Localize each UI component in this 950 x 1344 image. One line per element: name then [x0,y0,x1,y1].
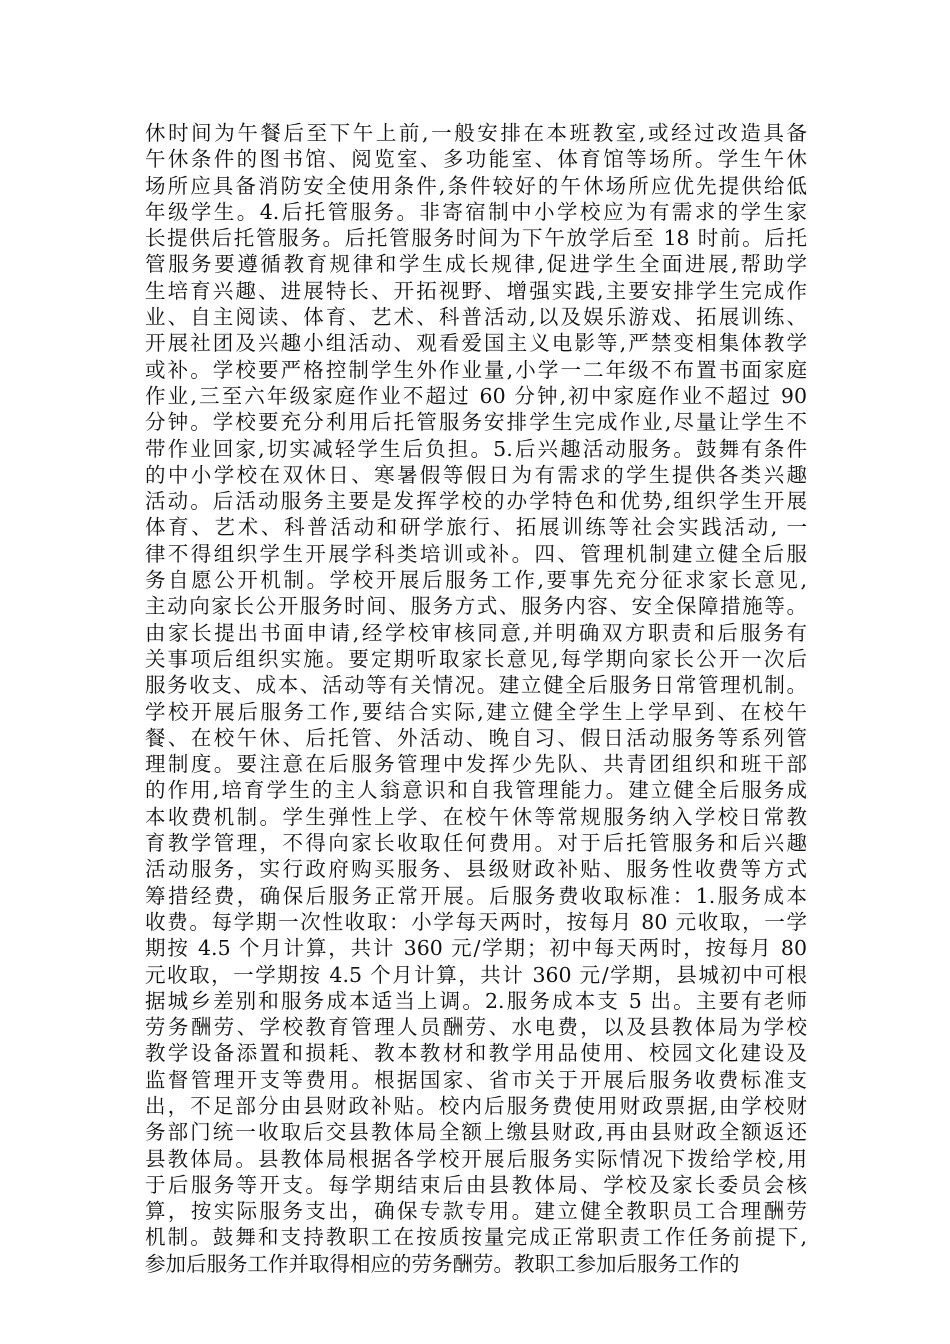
text-line: 筹措经费，确保后服务正常开展。后服务费收取标准：1.服务成本 [145,883,807,908]
text-line: 管服务要遵循教育规律和学生成长规律,促进学生全面进展,帮助学 [145,252,807,277]
text-line: 生培育兴趣、进展特长、开拓视野、增强实践,主要安排学生完成作 [145,278,807,303]
text-line: 由家长提出书面申请,经学校审核同意,并明确双方职责和后服务有 [145,620,807,645]
text-line: 体育、艺术、科普活动和研学旅行、拓展训练等社会实践活动, 一 [145,515,807,540]
text-line: 于后服务等开支。每学期结束后由县教体局、学校及家长委员会核 [145,1172,807,1197]
text-line: 教学设备添置和损耗、教本教材和教学用品使用、校园文化建设及 [145,1041,807,1066]
text-line: 服务收支、成本、活动等有关情况。建立健全后服务日常管理机制。 [145,673,807,698]
text-line: 县教体局。县教体局根据各学校开展后服务实际情况下拨给学校,用 [145,1146,807,1171]
text-line: 带作业回家,切实减轻学生后负担。5.后兴趣活动服务。鼓舞有条件 [145,436,807,461]
text-line: 出，不足部分由县财政补贴。校内后服务费使用财政票据,由学校财 [145,1093,807,1118]
text-line: 机制。鼓舞和支持教职工在按质按量完成正常职责工作任务前提下, [145,1225,807,1250]
text-line: 场所应具备消防安全使用条件,条件较好的午休场所应优先提供给低 [145,173,807,198]
text-line: 律不得组织学生开展学科类培训或补。四、管理机制建立健全后服 [145,541,807,566]
text-line: 或补。学校要严格控制学生外作业量,小学一二年级不布置书面家庭 [145,357,807,382]
text-line: 元收取，一学期按 4.5 个月计算，共计 360 元/学期，县城初中可根 [145,962,807,987]
text-line: 据城乡差别和服务成本适当上调。2.服务成本支 5 出。主要有老师 [145,988,807,1013]
text-line: 理制度。要注意在后服务管理中发挥少先队、共青团组织和班干部 [145,752,807,777]
text-line: 算，按实际服务支出，确保专款专用。建立健全教职员工合理酬劳 [145,1199,807,1224]
text-line: 分钟。学校要充分利用后托管服务安排学生完成作业,尽量让学生不 [145,410,807,435]
text-line: 餐、在校午休、后托管、外活动、晚自习、假日活动服务等系列管 [145,725,807,750]
text-line: 业、自主阅读、体育、艺术、科普活动,以及娱乐游戏、拓展训练、 [145,305,807,330]
text-line: 作业,三至六年级家庭作业不超过 60 分钟,初中家庭作业不超过 90 [145,383,807,408]
text-line: 开展社团及兴趣小组活动、观看爱国主义电影等,严禁变相集体教学 [145,331,807,356]
text-line: 育教学管理，不得向家长收取任何费用。对于后托管服务和后兴趣 [145,831,807,856]
text-line: 年级学生。4.后托管服务。非寄宿制中小学校应为有需求的学生家 [145,199,807,224]
text-line: 务部门统一收取后交县教体局全额上缴县财政,再由县财政全额返还 [145,1120,807,1145]
text-line: 本收费机制。学生弹性上学、在校午休等常规服务纳入学校日常教 [145,804,807,829]
text-line: 期按 4.5 个月计算，共计 360 元/学期；初中每天两时，按每月 80 [145,936,807,961]
text-line: 关事项后组织实施。要定期听取家长意见,每学期向家长公开一次后 [145,646,807,671]
text-line: 活动。后活动服务主要是发挥学校的办学特色和优势,组织学生开展 [145,489,807,514]
text-line: 学校开展后服务工作,要结合实际,建立健全学生上学早到、在校午 [145,699,807,724]
text-line: 午休条件的图书馆、阅览室、多功能室、体育馆等场所。学生午休 [145,147,807,172]
text-line: 监督管理开支等费用。根据国家、省市关于开展后服务收费标准支 [145,1067,807,1092]
text-line: 休时间为午餐后至下午上前,一般安排在本班教室,或经过改造具备 [145,121,807,145]
text-line: 劳务酬劳、学校教育管理人员酬劳、水电费，以及县教体局为学校 [145,1015,807,1040]
text-line: 主动向家长公开服务时间、服务方式、服务内容、安全保障措施等。 [145,594,807,619]
text-line: 收费。每学期一次性收取：小学每天两时，按每月 80 元收取，一学 [145,909,807,934]
text-line: 活动服务，实行政府购买服务、县级财政补贴、服务性收费等方式 [145,857,807,882]
text-line: 务自愿公开机制。学校开展后服务工作,要事先充分征求家长意见, [145,568,807,593]
document-page [145,120,807,1276]
text-line: 长提供后托管服务。后托管服务时间为下午放学后至 18 时前。后托 [145,226,807,251]
text-line: 参加后服务工作并取得相应的劳务酬劳。教职工参加后服务工作的 [145,1251,740,1276]
text-line: 的作用,培育学生的主人翁意识和自我管理能力。建立健全后服务成 [145,778,807,803]
text-line: 的中小学校在双休日、寒暑假等假日为有需求的学生提供各类兴趣 [145,462,807,487]
